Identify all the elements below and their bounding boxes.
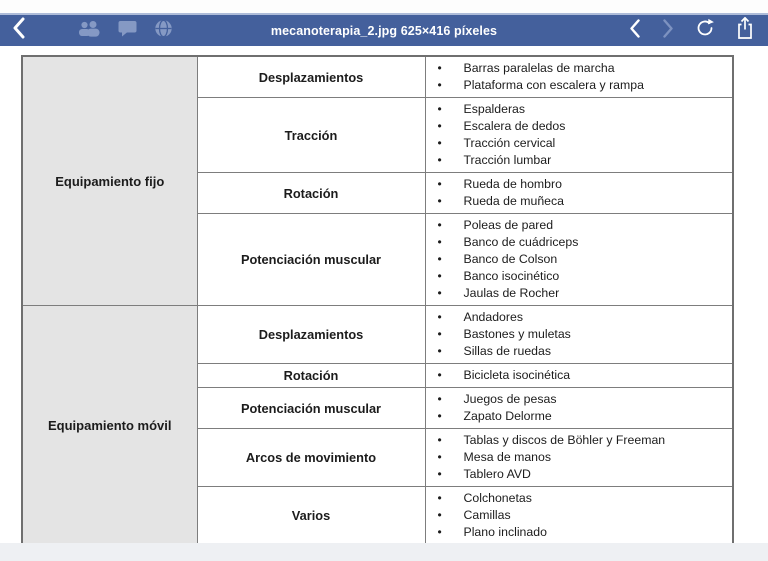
category-cell: Desplazamientos bbox=[197, 56, 425, 98]
list-item: • Tablas y discos de Böhler y Freeman bbox=[427, 432, 732, 449]
toolbar-right-group bbox=[629, 16, 756, 45]
globe-button[interactable] bbox=[154, 19, 173, 43]
history-forward-button[interactable] bbox=[662, 19, 674, 43]
contacts-icon bbox=[78, 20, 101, 42]
list-item: • Banco de Colson bbox=[427, 251, 732, 268]
contacts-button[interactable] bbox=[78, 20, 101, 42]
category-cell: Rotación bbox=[197, 173, 425, 214]
list-item: • Tablero AVD bbox=[427, 466, 732, 483]
list-item: • Andadores bbox=[427, 309, 732, 326]
list-item: • Plano inclinado bbox=[427, 524, 732, 541]
category-cell: Varios bbox=[197, 487, 425, 546]
chat-button[interactable] bbox=[118, 20, 137, 42]
back-chevron-icon bbox=[12, 17, 26, 44]
reload-icon bbox=[695, 18, 715, 43]
toolbar-faded-icons bbox=[78, 19, 173, 43]
list-item: • Zapato Delorme bbox=[427, 408, 732, 425]
list-item: • Juegos de pesas bbox=[427, 391, 732, 408]
list-item: • Tracción cervical bbox=[427, 135, 732, 152]
items-cell bbox=[425, 56, 733, 98]
table-row bbox=[22, 306, 733, 364]
table-row bbox=[22, 56, 733, 98]
list-item: • Mesa de manos bbox=[427, 449, 732, 466]
chat-bubble-icon bbox=[118, 20, 137, 42]
list-item: • Tracción lumbar bbox=[427, 152, 732, 169]
category-cell: Rotación bbox=[197, 364, 425, 388]
items-cell bbox=[425, 98, 733, 173]
items-cell bbox=[425, 429, 733, 487]
list-item: • Escalera de dedos bbox=[427, 118, 732, 135]
page-title: mecanoterapia_2.jpg 625×416 píxeles bbox=[270, 23, 498, 38]
browser-toolbar bbox=[0, 13, 768, 46]
list-item: • Colchonetas bbox=[427, 490, 732, 507]
toolbar-left-group bbox=[12, 17, 173, 44]
forward-chevron-icon bbox=[662, 19, 674, 43]
list-item: • Bastones y muletas bbox=[427, 326, 732, 343]
equipment-table bbox=[21, 55, 734, 546]
share-button[interactable] bbox=[736, 16, 754, 45]
items-cell bbox=[425, 306, 733, 364]
globe-icon bbox=[154, 19, 173, 43]
status-strip bbox=[0, 0, 768, 13]
share-icon bbox=[736, 16, 754, 45]
items-cell bbox=[425, 173, 733, 214]
category-cell: Arcos de movimiento bbox=[197, 429, 425, 487]
reload-button[interactable] bbox=[695, 18, 715, 43]
group-cell-equipamiento-fijo: Equipamiento fijo bbox=[22, 56, 197, 306]
list-item: • Rueda de hombro bbox=[427, 176, 732, 193]
image-viewer bbox=[0, 46, 768, 546]
category-cell: Desplazamientos bbox=[197, 306, 425, 364]
list-item: • Poleas de pared bbox=[427, 217, 732, 234]
list-item: • Banco de cuádriceps bbox=[427, 234, 732, 251]
list-item: • Bicicleta isocinética bbox=[427, 367, 732, 384]
group-cell-equipamiento-movil: Equipamiento móvil bbox=[22, 306, 197, 546]
list-item: • Jaulas de Rocher bbox=[427, 285, 732, 302]
back-button[interactable] bbox=[12, 17, 26, 44]
items-cell bbox=[425, 487, 733, 546]
history-back-button[interactable] bbox=[629, 19, 641, 43]
list-item: • Barras paralelas de marcha bbox=[427, 60, 732, 77]
list-item: • Camillas bbox=[427, 507, 732, 524]
items-cell bbox=[425, 364, 733, 388]
list-item: • Rueda de muñeca bbox=[427, 193, 732, 210]
items-cell bbox=[425, 388, 733, 429]
list-item: • Plataforma con escalera y rampa bbox=[427, 77, 732, 94]
items-cell bbox=[425, 214, 733, 306]
list-item: • Banco isocinético bbox=[427, 268, 732, 285]
category-cell: Tracción bbox=[197, 98, 425, 173]
back-chevron-icon bbox=[629, 19, 641, 43]
category-cell: Potenciación muscular bbox=[197, 214, 425, 306]
list-item: • Sillas de ruedas bbox=[427, 343, 732, 360]
category-cell: Potenciación muscular bbox=[197, 388, 425, 429]
list-item: • Espalderas bbox=[427, 101, 732, 118]
footer-strip bbox=[0, 543, 768, 561]
